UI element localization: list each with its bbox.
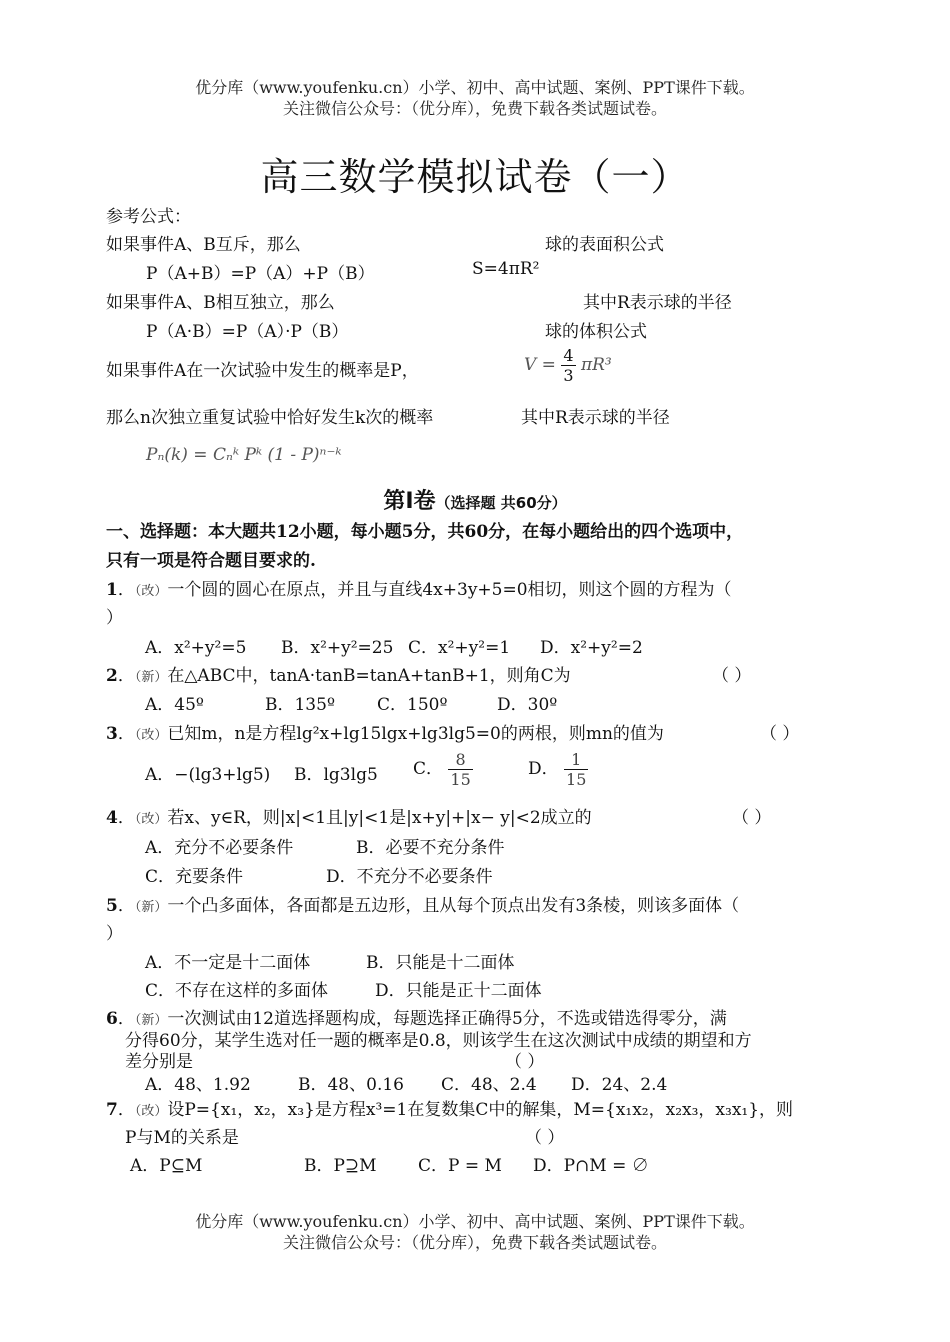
question-7: 7．（改）设P={x₁，x₂，x₃}是方程x³=1在复数集C中的解集，M={x₁x₂，x₂x₃，x₃x₁}，则 [106, 1100, 794, 1120]
question-1-cont: ） [106, 608, 123, 628]
q1-option-b: B．x²+y²=25 [281, 638, 394, 658]
q2-option-d: D．30º [497, 695, 558, 715]
header-line-1: 优分库（www.youfenku.cn）小学、初中、高中试题、案例、PPT课件下载。 [195, 78, 755, 97]
q2-option-a: A．45º [145, 695, 204, 715]
question-4: 4．（改）若x、y∈R，则|x|<1且|y|<1是|x+y|+|x− y|<2成立的 [106, 808, 592, 828]
q3-option-a: A．−(lg3+lg5) [145, 765, 271, 785]
sphere-radius-note-2: 其中R表示球的半径 [521, 408, 670, 428]
q5-option-d: D．只能是正十二面体 [375, 981, 542, 1001]
formula-sum-rule: P（A+B）=P（A）+P（B） [146, 264, 375, 284]
q5-option-c: C．不存在这样的多面体 [145, 981, 329, 1001]
q1-option-a: A．x²+y²=5 [145, 638, 247, 658]
question-1: 1．（改）一个圆的圆心在原点，并且与直线4x+3y+5=0相切，则这个圆的方程为（ [106, 580, 732, 600]
sphere-volume-formula: V = $\frac{4}{3}$ πR³ [524, 346, 612, 385]
q6-answer-paren: （ ） [505, 1052, 545, 1072]
q6-option-c: C．48、2.4 [441, 1075, 537, 1095]
q6-option-d: D．24、2.4 [571, 1075, 668, 1095]
instruction-line-1: 一、选择题：本大题共12小题，每小题5分，共60分，在每小题给出的四个选项中， [106, 522, 744, 542]
q6-option-b: B．48、0.16 [298, 1075, 404, 1095]
question-6-cont-2: 差分别是 [125, 1052, 193, 1072]
question-2: 2．（新）在△ABC中，tanA·tanB=tanA+tanB+1，则角C为 [106, 666, 571, 686]
formula-mutually-exclusive: 如果事件A、B互斥，那么 [106, 235, 301, 255]
q4-option-c: C．充要条件 [145, 867, 244, 887]
q2-option-b: B．135º [265, 695, 335, 715]
fraction-1-15: $\frac{1}{15}$ [566, 750, 587, 789]
q4-option-b: B．必要不充分条件 [356, 838, 505, 858]
q2-answer-paren: （ ） [712, 666, 752, 686]
footer-line-1: 优分库（www.youfenku.cn）小学、初中、高中试题、案例、PPT课件下载。 [195, 1212, 755, 1231]
q7-option-a: A．P⊆M [130, 1156, 203, 1176]
formula-bernoulli-text: 那么n次独立重复试验中恰好发生k次的概率 [106, 408, 434, 428]
q6-option-a: A．48、1.92 [145, 1075, 251, 1095]
formula-event-probability: 如果事件A在一次试验中发生的概率是P， [106, 361, 419, 381]
q3-option-b: B．lg3lg5 [294, 765, 378, 785]
sphere-radius-note-1: 其中R表示球的半径 [583, 293, 732, 313]
formula-independent: 如果事件A、B相互独立，那么 [106, 293, 335, 313]
fraction-4-3: $\frac{4}{3}$ [563, 346, 574, 385]
q1-option-c: C．x²+y²=1 [408, 638, 511, 658]
q4-option-a: A．充分不必要条件 [145, 838, 294, 858]
header-line-2: 关注微信公众号：（优分库），免费下载各类试题试卷。 [282, 99, 667, 118]
sphere-surface-formula: S=4πR² [472, 259, 540, 279]
formulas-heading: 参考公式： [106, 207, 191, 227]
question-7-cont: P与M的关系是 [125, 1128, 239, 1148]
formula-product-rule: P（A·B）=P（A）·P（B） [146, 322, 349, 342]
question-6-cont-1: 分得60分，某学生选对任一题的概率是0.8，则该学生在这次测试中成绩的期望和方 [125, 1031, 752, 1051]
q3-option-d: D． $\frac{1}{15}$ [528, 750, 587, 789]
question-6: 6．（新）一次测试由12道选择题构成，每题选择正确得5分，不选或错选得零分，满 [106, 1009, 727, 1029]
q7-answer-paren: （ ） [525, 1128, 565, 1148]
q7-option-b: B．P⊇M [304, 1156, 377, 1176]
q1-option-d: D．x²+y²=2 [540, 638, 643, 658]
q4-option-d: D．不充分不必要条件 [326, 867, 493, 887]
q5-option-a: A．不一定是十二面体 [145, 953, 311, 973]
q7-option-d: D．P∩M = ∅ [533, 1156, 649, 1176]
sphere-volume-label: 球的体积公式 [545, 322, 647, 342]
footer-line-2: 关注微信公众号：（优分库），免费下载各类试题试卷。 [282, 1233, 667, 1252]
q2-option-c: C．150º [377, 695, 448, 715]
q4-answer-paren: （ ） [732, 808, 772, 828]
page-title: 高三数学模拟试卷（一） [260, 155, 690, 199]
fraction-8-15: $\frac{8}{15}$ [450, 750, 471, 789]
formula-bernoulli: Pₙ(k) = Cₙᵏ Pᵏ (1 - P)ⁿ⁻ᵏ [146, 445, 342, 465]
q3-answer-paren: （ ） [760, 724, 800, 744]
question-5: 5．（新）一个凸多面体，各面都是五边形，且从每个顶点出发有3条棱，则该多面体（ [106, 896, 740, 916]
question-5-cont: ） [106, 924, 123, 944]
section-title: 第Ⅰ卷（选择题 共60分） [383, 489, 567, 514]
sphere-surface-label: 球的表面积公式 [545, 235, 664, 255]
q3-option-c: C． $\frac{8}{15}$ [413, 750, 471, 789]
question-3: 3．（改）已知m，n是方程lg²x+lg15lgx+lg3lg5=0的两根，则mn的值为 [106, 724, 664, 744]
q7-option-c: C．P = M [418, 1156, 502, 1176]
q5-option-b: B．只能是十二面体 [366, 953, 515, 973]
instruction-line-2: 只有一项是符合题目要求的. [106, 551, 316, 571]
